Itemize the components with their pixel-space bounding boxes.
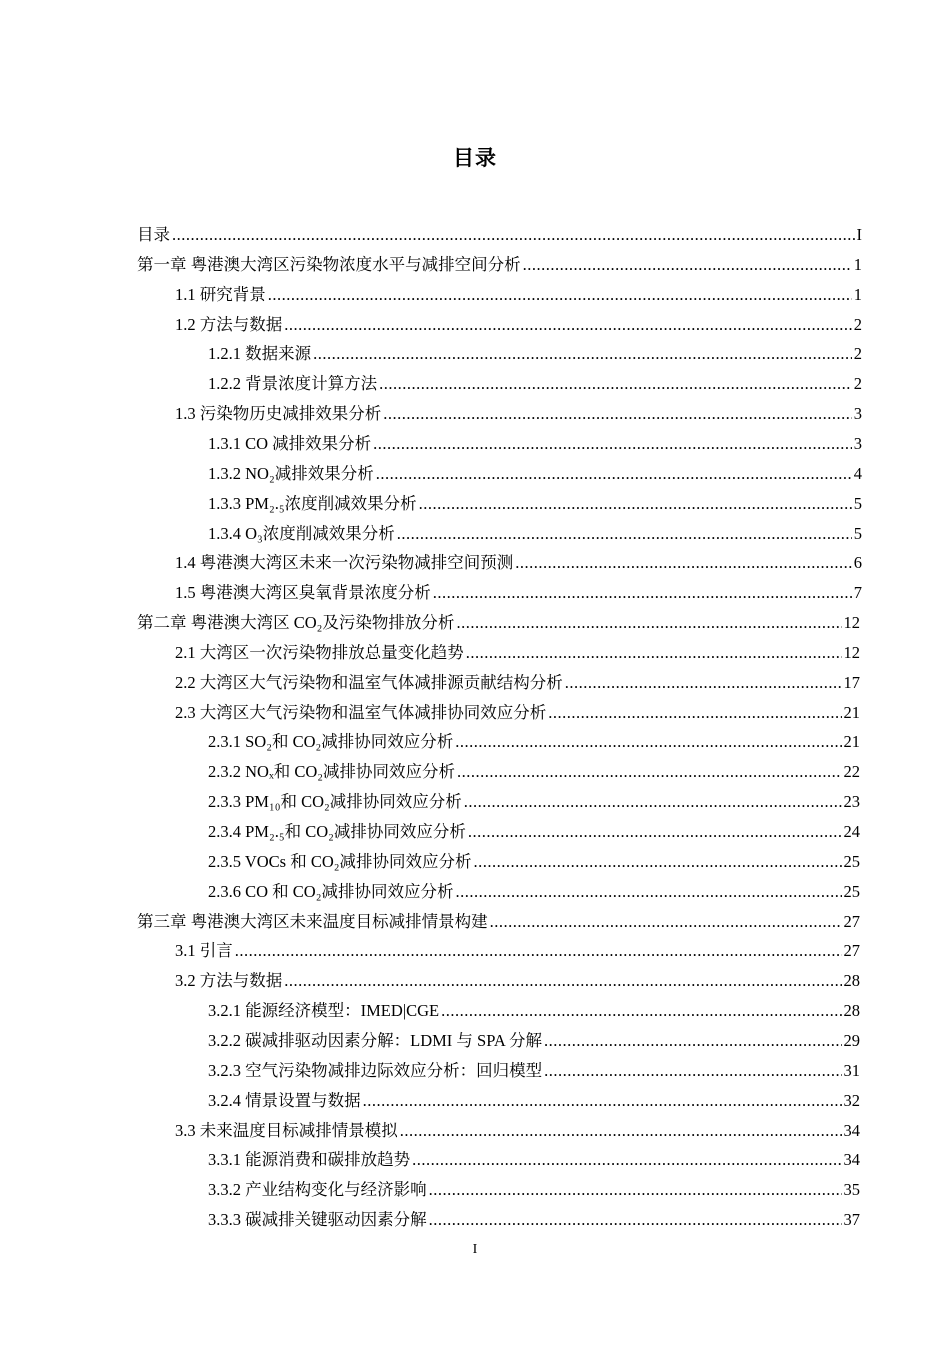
toc-entry-page: 35 [843, 1180, 860, 1200]
toc-entry-label: 第三章 粤港澳大湾区未来温度目标减排情景构建 [137, 911, 488, 931]
toc-entry-page: 25 [843, 851, 860, 871]
toc-entry-label: 1.3.2 NO₂减排效果分析 [208, 463, 374, 483]
dot-leader [363, 1086, 842, 1116]
toc-entry-page: 4 [853, 463, 862, 483]
toc-entry-page: 34 [843, 1120, 860, 1140]
dot-leader [468, 817, 842, 847]
toc-entry[interactable] [175, 310, 862, 340]
toc-entry-page: 6 [853, 553, 862, 573]
dot-leader [565, 668, 842, 698]
toc-entry[interactable] [208, 519, 862, 549]
toc-entry[interactable] [208, 429, 862, 459]
toc-entry[interactable] [208, 1056, 860, 1086]
dot-leader [466, 638, 842, 668]
toc-entry-page: 17 [843, 672, 860, 692]
dot-leader [379, 369, 852, 399]
toc-entry[interactable] [175, 280, 862, 310]
toc-entry-label: 目录 [137, 225, 170, 244]
toc-entry[interactable] [137, 250, 862, 280]
dot-leader [400, 1116, 842, 1146]
toc-entry-label: 1.2 方法与数据 [175, 314, 283, 334]
toc-entry-label: 3.3 未来温度目标减排情景模拟 [175, 1120, 398, 1140]
toc-entry-page: 25 [843, 881, 860, 901]
toc-entry-label: 3.2.1 能源经济模型：IMED|CGE [208, 1001, 440, 1021]
toc-entry-page: 28 [843, 1001, 860, 1021]
toc-entry-page: 12 [843, 613, 860, 633]
toc-entry-label: 3.2.2 碳减排驱动因素分解：LDMI 与 SPA 分解 [208, 1030, 543, 1050]
toc-entry-page: 27 [843, 911, 860, 931]
toc-entry-label: 3.1 引言 [175, 941, 233, 961]
toc-entry-page: 27 [843, 941, 860, 961]
dot-leader [373, 429, 852, 459]
toc-entry-label: 1.2.1 数据来源 [208, 344, 312, 364]
toc-entry-label: 1.1 研究背景 [175, 284, 266, 304]
toc-entry-page: 2 [853, 344, 862, 364]
toc-entry-label: 3.2.4 情景设置与数据 [208, 1090, 361, 1110]
dot-leader [455, 877, 841, 907]
toc-entry-page: 21 [843, 702, 860, 722]
toc-entry[interactable] [175, 698, 860, 728]
toc-entry[interactable] [208, 459, 862, 489]
toc-entry-page: 32 [843, 1090, 860, 1110]
dot-leader [548, 698, 841, 728]
toc-entry[interactable] [175, 578, 862, 608]
toc-entry[interactable] [208, 877, 860, 907]
toc-entry-page: 5 [853, 493, 862, 513]
dot-leader [284, 966, 841, 996]
toc-entry-page: 1 [853, 254, 862, 274]
toc-entry-label: 2.3.6 CO 和 CO₂减排协同效应分析 [208, 881, 454, 901]
toc-entry[interactable] [175, 548, 862, 578]
toc-entry-label: 2.2 大湾区大气污染物和温室气体减排源贡献结构分析 [175, 672, 563, 692]
toc-entry-page: 22 [843, 762, 860, 782]
dot-leader [383, 399, 852, 429]
toc-entry-label: 2.3.5 VOCs 和 CO₂减排协同效应分析 [208, 851, 472, 871]
toc-entry-label: 1.2.2 背景浓度计算方法 [208, 374, 378, 394]
toc-entry[interactable] [208, 817, 860, 847]
toc-entry[interactable] [208, 757, 860, 787]
toc-entry-label: 第一章 粤港澳大湾区污染物浓度水平与减排空间分析 [137, 254, 521, 274]
toc-entry[interactable] [175, 936, 860, 966]
dot-leader [429, 1205, 842, 1235]
dot-leader [419, 489, 852, 519]
toc-entry-page: 23 [843, 792, 860, 812]
toc-entry-label: 2.3.1 SO₂和 CO₂减排协同效应分析 [208, 732, 454, 752]
toc-entry-label: 2.3 大湾区大气污染物和温室气体减排协同效应分析 [175, 702, 547, 722]
toc-entry-page: 3 [853, 433, 862, 453]
dot-leader [433, 578, 852, 608]
toc-entry-page: 24 [843, 822, 860, 841]
dot-leader [397, 519, 852, 549]
toc-entry[interactable] [208, 1175, 860, 1205]
toc-entry[interactable] [137, 608, 860, 638]
dot-leader [456, 608, 841, 638]
toc-entry[interactable] [208, 1026, 860, 1056]
toc-entry[interactable] [175, 966, 860, 996]
dot-leader [376, 459, 852, 489]
toc-entry[interactable] [175, 638, 860, 668]
toc-entry-page: 21 [843, 732, 860, 752]
toc-entry-label: 2.3.3 PM₁₀和 CO₂减排协同效应分析 [208, 792, 462, 812]
toc-entry-label: 1.3.3 PM₂.₅浓度削减效果分析 [208, 493, 417, 513]
toc-entry-page: 34 [843, 1150, 860, 1170]
dot-leader [284, 310, 852, 340]
toc-entry-page: 1 [853, 284, 862, 304]
toc-entry-label: 2.1 大湾区一次污染物排放总量变化趋势 [175, 642, 464, 662]
toc-entry[interactable] [208, 489, 862, 519]
toc-entry[interactable] [208, 847, 860, 877]
toc-entry[interactable] [137, 907, 860, 937]
toc-entry-page: 12 [843, 642, 860, 662]
toc-entry[interactable] [137, 220, 862, 250]
toc-entry-page: 37 [843, 1210, 860, 1230]
toc-entry[interactable] [175, 668, 860, 698]
toc-entry-page: 5 [853, 523, 862, 543]
toc-entry[interactable] [175, 1116, 860, 1146]
dot-leader [313, 339, 852, 369]
toc-entry-label: 2.3.2 NOₓ和 CO₂减排协同效应分析 [208, 762, 456, 782]
dot-leader [457, 757, 841, 787]
dot-leader [441, 996, 841, 1026]
toc-entry[interactable] [208, 1145, 860, 1175]
page-title: 目录 [453, 146, 497, 170]
toc-entry-label: 3.3.1 能源消费和碳排放趋势 [208, 1150, 411, 1170]
toc-entry-page: 2 [853, 314, 862, 334]
dot-leader [515, 548, 852, 578]
toc-entry-label: 2.3.4 PM₂.₅和 CO₂减排协同效应分析 [208, 822, 466, 841]
dot-leader [429, 1175, 842, 1205]
dot-leader [412, 1145, 841, 1175]
toc-entry-label: 第二章 粤港澳大湾区 CO₂及污染物排放分析 [137, 613, 455, 633]
toc-entry[interactable] [208, 727, 860, 757]
toc-entry-label: 1.3 污染物历史减排效果分析 [175, 404, 382, 424]
dot-leader [490, 907, 842, 937]
toc-entry[interactable] [208, 1086, 860, 1116]
dot-leader [172, 220, 855, 250]
toc-entry-label: 3.2.3 空气污染物减排边际效应分析：回归模型 [208, 1060, 543, 1080]
dot-leader [544, 1056, 841, 1086]
toc-entry-label: 1.5 粤港澳大湾区臭氧背景浓度分析 [175, 583, 431, 603]
toc-entry-page: 31 [843, 1060, 860, 1080]
dot-leader [268, 280, 852, 310]
toc-entry-page: 7 [853, 583, 862, 603]
dot-leader [464, 787, 842, 817]
toc-entry-label: 1.3.1 CO 减排效果分析 [208, 433, 372, 453]
dot-leader [544, 1026, 841, 1056]
toc-entry-page: 3 [853, 404, 862, 424]
dot-leader [523, 250, 852, 280]
toc-entry-label: 3.3.3 碳减排关键驱动因素分解 [208, 1210, 427, 1230]
toc-entry-page: I [856, 225, 862, 244]
toc-entry-page: 29 [843, 1030, 860, 1050]
toc-entry[interactable] [208, 369, 862, 399]
toc-entry[interactable] [208, 787, 860, 817]
toc-entry-label: 1.4 粤港澳大湾区未来一次污染物减排空间预测 [175, 553, 514, 573]
dot-leader [235, 936, 842, 966]
toc-entry[interactable] [208, 339, 862, 369]
toc-entry-page: 28 [843, 971, 860, 991]
toc-entry[interactable] [208, 996, 860, 1026]
page-number: I [472, 1242, 478, 1257]
dot-leader [455, 727, 841, 757]
toc-entry[interactable] [175, 399, 862, 429]
toc-entry-label: 3.3.2 产业结构变化与经济影响 [208, 1180, 427, 1200]
dot-leader [474, 847, 842, 877]
toc-entry-label: 1.3.4 O₃浓度削减效果分析 [208, 523, 395, 543]
toc-entry-label: 3.2 方法与数据 [175, 971, 283, 991]
toc-entry-page: 2 [853, 374, 862, 394]
toc-entry[interactable] [208, 1205, 860, 1235]
